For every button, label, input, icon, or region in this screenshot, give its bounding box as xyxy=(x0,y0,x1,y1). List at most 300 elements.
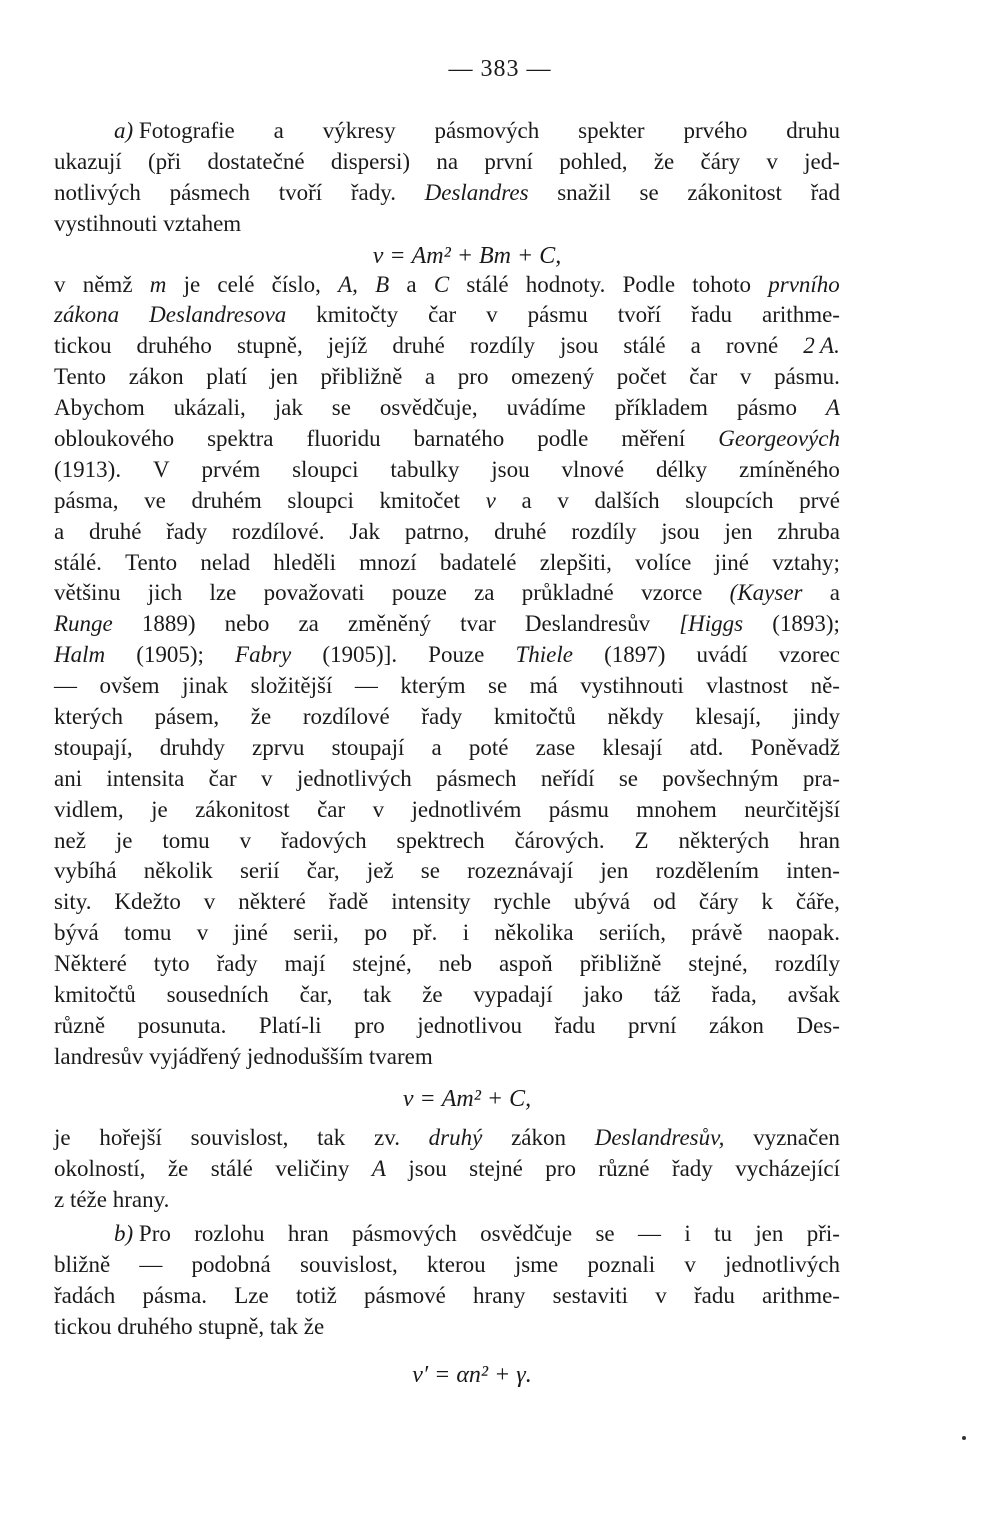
word: mnohem xyxy=(636,796,717,822)
word: a xyxy=(273,118,284,143)
word: pásmo xyxy=(736,395,797,421)
word: některých xyxy=(678,827,770,853)
word: ukázali, xyxy=(173,395,246,421)
word: klesají xyxy=(602,734,663,760)
word: ve xyxy=(144,487,166,513)
text-line xyxy=(54,640,840,671)
text-line xyxy=(54,178,840,209)
word: z téže hrany. xyxy=(54,1186,170,1212)
word: kmitočtů xyxy=(493,704,576,730)
word: se xyxy=(420,858,440,884)
word: rozdíly xyxy=(774,951,840,977)
word: pro xyxy=(354,1012,385,1038)
text-line xyxy=(54,826,840,857)
word: řadu xyxy=(554,1012,596,1038)
word: serii, xyxy=(293,920,339,946)
word: vycházející xyxy=(735,1155,840,1181)
word: Deslandresův, xyxy=(594,1124,725,1150)
text-line xyxy=(54,1123,840,1154)
word: landresův vyjádřený jednodušším tvarem xyxy=(54,1043,433,1069)
word: řady. xyxy=(350,179,396,205)
word: k xyxy=(761,889,773,915)
word: zákon xyxy=(128,364,184,390)
word: (1905); xyxy=(136,642,204,668)
word: vzorec xyxy=(778,642,840,668)
text-line xyxy=(54,1042,840,1073)
text-line xyxy=(54,270,840,301)
word: stejné xyxy=(469,1155,523,1181)
word: lze xyxy=(209,580,237,606)
word: hodnoty. xyxy=(525,271,606,297)
word: (1893); xyxy=(772,611,840,637)
word: aspoň xyxy=(498,951,553,977)
word: jen xyxy=(600,858,629,884)
word: osvědčuje, xyxy=(379,395,478,421)
word: druhého xyxy=(136,333,212,359)
word: Pouze xyxy=(428,642,485,668)
word: kterých xyxy=(54,704,123,730)
text-line xyxy=(54,918,840,949)
word: se xyxy=(639,179,659,205)
word: Kdežto xyxy=(114,889,181,915)
word: sestaviti xyxy=(552,1283,629,1309)
text-line xyxy=(54,1154,840,1185)
word: se xyxy=(618,765,638,791)
word: že xyxy=(422,982,443,1008)
word: zprvu xyxy=(252,734,305,760)
text-line xyxy=(54,733,840,764)
word: v xyxy=(684,1252,696,1278)
word: prvé xyxy=(799,487,840,513)
word: Tento xyxy=(54,364,107,390)
word: jen xyxy=(755,1221,784,1247)
word: jež xyxy=(366,858,394,884)
word: mnozí xyxy=(359,549,417,575)
word: na xyxy=(436,148,459,174)
word: vybíhá xyxy=(54,858,117,884)
word: čar xyxy=(428,302,457,328)
word: tickou druhého stupně, tak že xyxy=(54,1314,325,1340)
word: (1913). xyxy=(54,456,122,482)
word: číslo, xyxy=(271,271,321,297)
word: vystihnouti xyxy=(580,673,684,699)
word: arithme- xyxy=(762,302,840,328)
word: jejíž xyxy=(327,333,368,359)
word: hořejší xyxy=(99,1124,162,1150)
word: stoupají xyxy=(331,734,405,760)
word: tvar xyxy=(460,611,496,637)
word: rozdělením xyxy=(655,858,760,884)
word: tomu xyxy=(124,920,172,946)
word: Des- xyxy=(796,1012,840,1038)
word: přibližně xyxy=(320,364,403,390)
word: pohled, xyxy=(559,148,628,174)
word: Deslandresova xyxy=(149,302,287,328)
word: v xyxy=(655,1283,667,1309)
word: hrany xyxy=(473,1283,526,1309)
word: ν xyxy=(485,487,496,513)
text-line xyxy=(54,455,840,486)
word: stoupají, xyxy=(54,734,133,760)
word: jako xyxy=(583,982,624,1008)
word: vypadají xyxy=(473,982,553,1008)
word: m xyxy=(149,271,167,297)
word: je xyxy=(115,827,133,853)
word: pra- xyxy=(802,765,840,791)
word: přibližně xyxy=(579,951,662,977)
word: čáry xyxy=(698,889,739,915)
paragraph-a-second-law xyxy=(54,1123,840,1216)
word: se xyxy=(331,395,351,421)
word: fluoridu xyxy=(306,426,381,452)
text-line xyxy=(54,300,840,331)
word: poté xyxy=(468,734,509,760)
word: veličiny xyxy=(275,1155,350,1181)
word: první xyxy=(484,148,533,174)
paragraph-a-continued xyxy=(54,270,840,1073)
word: A xyxy=(825,395,840,421)
word: naopak. xyxy=(767,920,840,946)
word: zákonitost xyxy=(687,179,782,205)
word: Některé xyxy=(54,951,127,977)
word: hran xyxy=(287,1221,329,1247)
word: zhruba xyxy=(777,518,840,544)
word: řad xyxy=(810,179,840,205)
word: poznali xyxy=(587,1252,656,1278)
word: kmitočtů xyxy=(54,982,136,1008)
word: pásma. xyxy=(142,1283,208,1309)
word: B xyxy=(375,271,390,297)
word: jsou xyxy=(491,456,530,482)
word: tvoří xyxy=(617,302,662,328)
word: (1897) xyxy=(604,642,666,668)
word: Halm xyxy=(54,642,106,668)
word: 2 A. xyxy=(803,333,840,359)
word: za xyxy=(474,580,495,606)
word: zákon xyxy=(511,1124,566,1150)
word: spekter xyxy=(578,118,645,143)
word: arithme- xyxy=(762,1283,840,1309)
word: v xyxy=(766,148,778,174)
word: notlivých xyxy=(54,179,141,205)
text-line xyxy=(54,609,840,640)
word: a xyxy=(690,333,701,359)
word: stálé xyxy=(466,271,509,297)
word: sloupci xyxy=(292,456,359,482)
word: jich xyxy=(147,580,183,606)
text-line xyxy=(54,331,840,362)
word: rozdíly xyxy=(469,333,535,359)
word: jed- xyxy=(804,148,840,174)
word: mají xyxy=(284,951,326,977)
word: v xyxy=(557,487,569,513)
page-number: — 383 — xyxy=(448,56,552,82)
word: stejné, xyxy=(352,951,412,977)
word: pásmových xyxy=(434,118,540,143)
word: kterou xyxy=(426,1252,486,1278)
word: pro xyxy=(457,364,489,390)
word: několika xyxy=(494,920,574,946)
word: i xyxy=(462,920,470,946)
word: druhu xyxy=(786,118,840,143)
word: barnatého xyxy=(413,426,505,452)
word: a xyxy=(424,364,436,390)
word: právě xyxy=(691,920,743,946)
word: v xyxy=(196,920,209,946)
word: podobná xyxy=(191,1252,271,1278)
text-line xyxy=(54,1250,840,1281)
word: okolností, xyxy=(54,1155,146,1181)
word: druhé xyxy=(494,518,547,544)
word: zákon xyxy=(709,1012,764,1038)
word: od xyxy=(652,889,676,915)
word: uvádíme xyxy=(506,395,586,421)
word: zase xyxy=(535,734,576,760)
word: tohoto xyxy=(692,271,752,297)
word: druhý xyxy=(428,1124,483,1150)
word: se xyxy=(595,1221,615,1247)
word: sousedních xyxy=(166,982,269,1008)
word: ně- xyxy=(810,673,840,699)
word: Poněvadž xyxy=(750,734,840,760)
formula-band-heads: ν′ = αn² + γ. xyxy=(412,1361,532,1388)
word: vztahy; xyxy=(772,549,840,575)
word: druhé xyxy=(89,518,142,544)
word: zlepšiti, xyxy=(539,549,612,575)
word: dostatečné xyxy=(207,148,305,174)
word: Lze xyxy=(234,1283,269,1309)
word: v xyxy=(372,796,385,822)
word: řadách xyxy=(54,1283,116,1309)
word: rozeznávají xyxy=(467,858,574,884)
text-line xyxy=(54,949,840,980)
word: Thiele xyxy=(515,642,573,668)
word: i xyxy=(684,1221,691,1247)
word: sloupcích xyxy=(685,487,774,513)
text-line xyxy=(54,856,840,887)
word: ani xyxy=(54,765,83,791)
word: a xyxy=(54,518,65,544)
word: jiné xyxy=(233,920,269,946)
word: — xyxy=(54,673,77,699)
word: pásma, xyxy=(54,487,119,513)
word: Jak xyxy=(349,518,380,544)
word: někdy xyxy=(607,704,664,730)
word: řadě xyxy=(328,889,369,915)
word: nebo xyxy=(224,611,270,637)
word: totiž xyxy=(295,1283,337,1309)
word: ubývá xyxy=(573,889,631,915)
word: zmíněného xyxy=(738,456,840,482)
word: řady xyxy=(671,1155,713,1181)
word: v xyxy=(239,827,252,853)
word: b) Pro xyxy=(114,1221,171,1247)
word: jsou xyxy=(408,1155,447,1181)
word: jindy xyxy=(792,704,840,730)
word: — xyxy=(637,1221,661,1247)
word: jak xyxy=(274,395,303,421)
word: stálé. xyxy=(54,549,102,575)
word: v xyxy=(54,271,66,297)
word: čáry xyxy=(700,148,741,174)
word: pásem, xyxy=(154,704,220,730)
word: stálé xyxy=(623,333,666,359)
word: bližně xyxy=(54,1252,111,1278)
word: jsme xyxy=(514,1252,559,1278)
word: neřídí xyxy=(540,765,595,791)
word: příkladem xyxy=(614,395,708,421)
paragraph-b xyxy=(54,1219,840,1343)
word: podle xyxy=(537,426,589,452)
word: řady xyxy=(421,704,463,730)
paragraph-a xyxy=(54,116,840,240)
word: že xyxy=(167,1155,189,1181)
word: že xyxy=(653,148,675,174)
word: vidlem, xyxy=(54,796,124,822)
word: různě xyxy=(54,1012,106,1038)
word: a xyxy=(521,487,532,513)
word: čar xyxy=(317,796,346,822)
word: jednotlivých xyxy=(725,1252,840,1278)
word: ukazují xyxy=(54,148,122,174)
word: snažil xyxy=(557,179,611,205)
word: rovné xyxy=(725,333,779,359)
word: A xyxy=(371,1155,386,1181)
word: A, xyxy=(338,271,358,297)
text-line xyxy=(54,578,840,609)
word: řadu xyxy=(691,302,733,328)
text-line xyxy=(54,702,840,733)
word: tabulky xyxy=(390,456,460,482)
word: intensita xyxy=(106,765,185,791)
word: první xyxy=(627,1012,677,1038)
word: vlastnost xyxy=(706,673,789,699)
word: pro xyxy=(545,1155,576,1181)
word: je xyxy=(151,796,168,822)
word: má xyxy=(529,673,558,699)
word: patrno, xyxy=(404,518,470,544)
text-line xyxy=(54,116,840,147)
word: (při xyxy=(147,148,182,174)
text-line xyxy=(54,548,840,579)
word: pásmu xyxy=(548,796,609,822)
text-line xyxy=(54,1312,840,1343)
text-line xyxy=(54,764,840,795)
word: a) Fotografie xyxy=(114,118,235,143)
formula-first-law: ν = Am² + Bm + C, xyxy=(372,242,562,269)
word: dispersi) xyxy=(330,148,411,174)
word: čar, xyxy=(306,858,340,884)
word: kmitočet xyxy=(379,487,460,513)
word: různé xyxy=(598,1155,650,1181)
word: — xyxy=(354,673,378,699)
word: zákonitost xyxy=(195,796,290,822)
body-text xyxy=(54,116,840,1395)
word: čar, xyxy=(299,982,333,1008)
word: př. xyxy=(412,920,438,946)
word: Podle xyxy=(622,271,676,297)
word: Z xyxy=(634,827,649,853)
word: v xyxy=(261,765,273,791)
word: — xyxy=(139,1252,163,1278)
word: tomu xyxy=(162,827,210,853)
text-line xyxy=(54,795,840,826)
word: rozdílové xyxy=(302,704,390,730)
word: omezený xyxy=(511,364,595,390)
word: seriích, xyxy=(598,920,667,946)
text-line xyxy=(54,671,840,702)
word: pásmu xyxy=(527,302,588,328)
word: při- xyxy=(806,1221,840,1247)
word: platí xyxy=(206,364,248,390)
word: čar xyxy=(208,765,237,791)
word: intensity xyxy=(391,889,471,915)
word: prvém xyxy=(201,456,261,482)
word: a xyxy=(829,580,840,606)
word: badatelé xyxy=(439,549,517,575)
word: že xyxy=(250,704,272,730)
word: jsou xyxy=(661,518,700,544)
word: a xyxy=(431,734,442,760)
word: (1905)]. xyxy=(322,642,398,668)
word: dalších xyxy=(594,487,660,513)
word: (Kayser xyxy=(729,580,803,606)
formula-second-law: ν = Am² + C, xyxy=(402,1085,532,1112)
word: délky xyxy=(656,456,708,482)
word: pásmu. xyxy=(774,364,840,390)
word: řadových xyxy=(281,827,367,853)
word: Fabry xyxy=(235,642,292,668)
word: stálé xyxy=(210,1155,253,1181)
word: řady xyxy=(216,951,258,977)
text-line xyxy=(54,1281,840,1312)
word: vystihnouti vztahem xyxy=(54,210,242,236)
word: stupně, xyxy=(236,333,303,359)
word: některé xyxy=(238,889,306,915)
text-line xyxy=(54,887,840,918)
word: táž xyxy=(653,982,681,1008)
text-line xyxy=(54,362,840,393)
word: posunuta. xyxy=(137,1012,227,1038)
text-line xyxy=(54,424,840,455)
word: pouze xyxy=(391,580,447,606)
word: v xyxy=(739,364,752,390)
word: Georgeových xyxy=(718,426,840,452)
word: uvádí xyxy=(696,642,748,668)
word: neb xyxy=(438,951,472,977)
word: jinak xyxy=(182,673,229,699)
word: serií xyxy=(239,858,280,884)
word: atd. xyxy=(689,734,724,760)
word: volíce xyxy=(635,549,692,575)
word: Platí-li xyxy=(258,1012,322,1038)
word: kmitočty xyxy=(316,302,399,328)
word: počet xyxy=(616,364,667,390)
word: druhdy xyxy=(159,734,225,760)
word: nelad xyxy=(200,549,251,575)
word: pásmových xyxy=(352,1221,457,1247)
word: němž xyxy=(82,271,133,297)
word: čar xyxy=(689,364,718,390)
print-speck xyxy=(962,1436,966,1440)
word: měření xyxy=(621,426,686,452)
text-line xyxy=(54,486,840,517)
word: tak xyxy=(363,982,392,1008)
text-line xyxy=(54,1185,840,1216)
word: tak xyxy=(317,1124,346,1150)
word: osvědčuje xyxy=(480,1221,573,1247)
word: a xyxy=(406,271,417,297)
